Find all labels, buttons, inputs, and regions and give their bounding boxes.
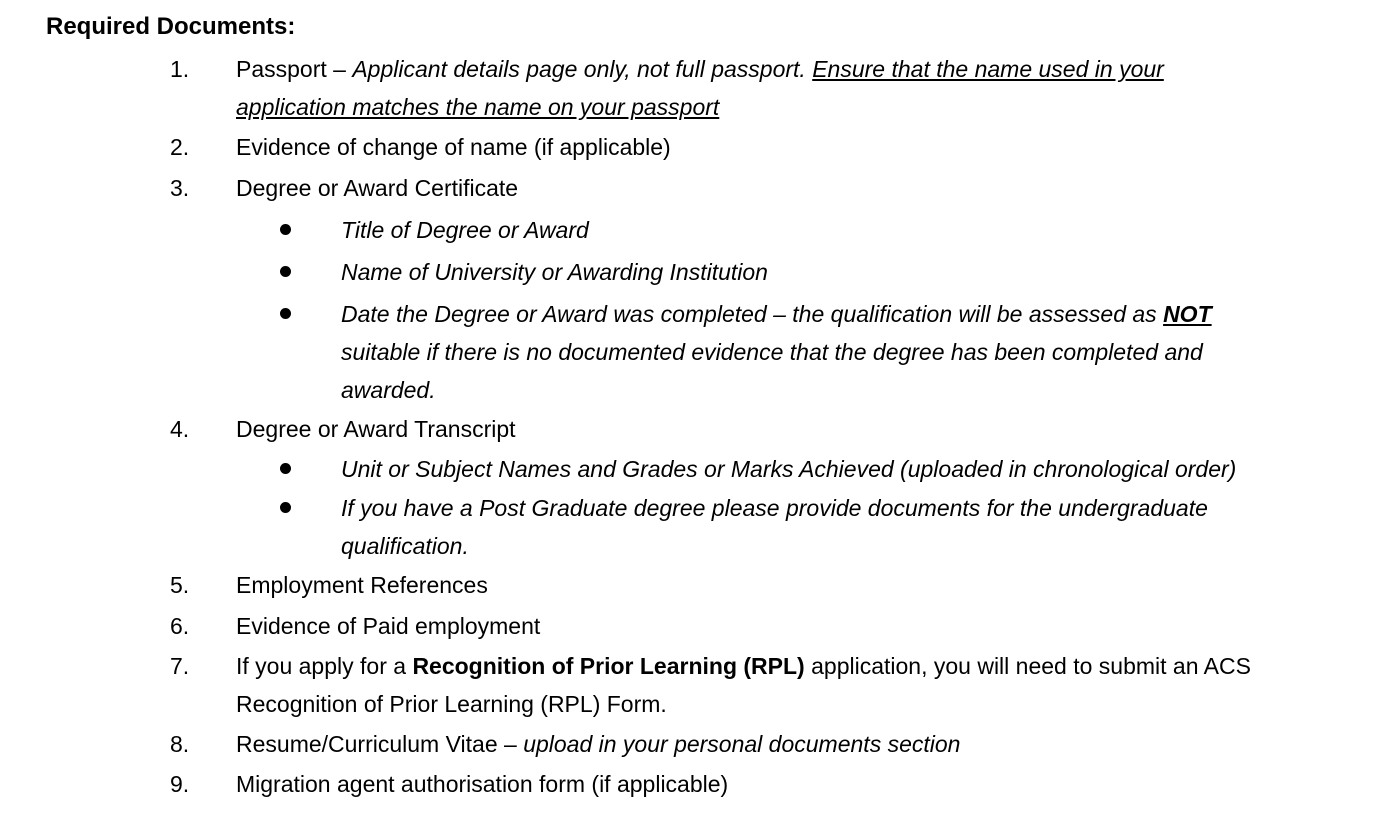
item-note: upload in your personal documents section [523, 731, 961, 757]
item-number: 8. [170, 731, 190, 757]
emphasis-not: NOT [1163, 301, 1212, 327]
sub-item-text-line2: suitable if there is no documented evidence that the degree has been completed and [341, 339, 1203, 365]
item-number: 9. [170, 771, 190, 797]
sub-item-text-line3: awarded. [341, 377, 436, 403]
item-text [236, 725, 1336, 763]
bullet-icon [280, 266, 291, 277]
item-number: 7. [170, 653, 190, 679]
sub-item-text: Name of University or Awarding Institution [341, 259, 768, 285]
sub-item-text-line2: qualification. [341, 533, 469, 559]
sub-item-text [341, 489, 1341, 565]
bullet-icon [280, 224, 291, 235]
item-text-pre: If you apply for a [236, 653, 413, 679]
item-label: Resume/Curriculum Vitae – [236, 731, 524, 757]
item-number: 1. [170, 56, 190, 82]
item-text [236, 50, 1336, 126]
item-label: Passport – [236, 56, 353, 82]
item-number: 4. [170, 416, 190, 442]
item-text: Migration agent authorisation form (if applicable) [236, 771, 729, 797]
bullet-icon [280, 463, 291, 474]
sub-item-text: Title of Degree or Award [341, 217, 589, 243]
item-number: 6. [170, 613, 190, 639]
item-text: Employment References [236, 572, 488, 598]
bullet-icon [280, 502, 291, 513]
item-text [236, 647, 1336, 723]
item-warning-line1: Ensure that the name used in your [812, 56, 1164, 82]
item-text-post: application, you will need to submit an ACS [804, 653, 1251, 679]
sub-item-text [341, 295, 1341, 409]
sub-item-text: Unit or Subject Names and Grades or Marks Achieved (uploaded in chronological order) [341, 456, 1237, 482]
item-text: Degree or Award Certificate [236, 175, 519, 201]
page-title: Required Documents: [46, 13, 296, 40]
item-number: 3. [170, 175, 190, 201]
sub-item-text-line1: Date the Degree or Award was completed – the qualification will be assessed as [341, 301, 1164, 327]
item-note: Applicant details page only, not full passport. [352, 56, 813, 82]
rpl-emphasis: Recognition of Prior Learning (RPL) [412, 653, 805, 679]
item-text-line2: Recognition of Prior Learning (RPL) Form. [236, 691, 667, 717]
item-number: 2. [170, 134, 190, 160]
item-text: Evidence of Paid employment [236, 613, 541, 639]
sub-item-text-line1: If you have a Post Graduate degree please provide documents for the undergraduate [341, 495, 1208, 521]
item-number: 5. [170, 572, 190, 598]
item-text: Degree or Award Transcript [236, 416, 516, 442]
item-warning-line2: application matches the name on your passport [236, 94, 720, 120]
item-text: Evidence of change of name (if applicable) [236, 134, 671, 160]
bullet-icon [280, 308, 291, 319]
